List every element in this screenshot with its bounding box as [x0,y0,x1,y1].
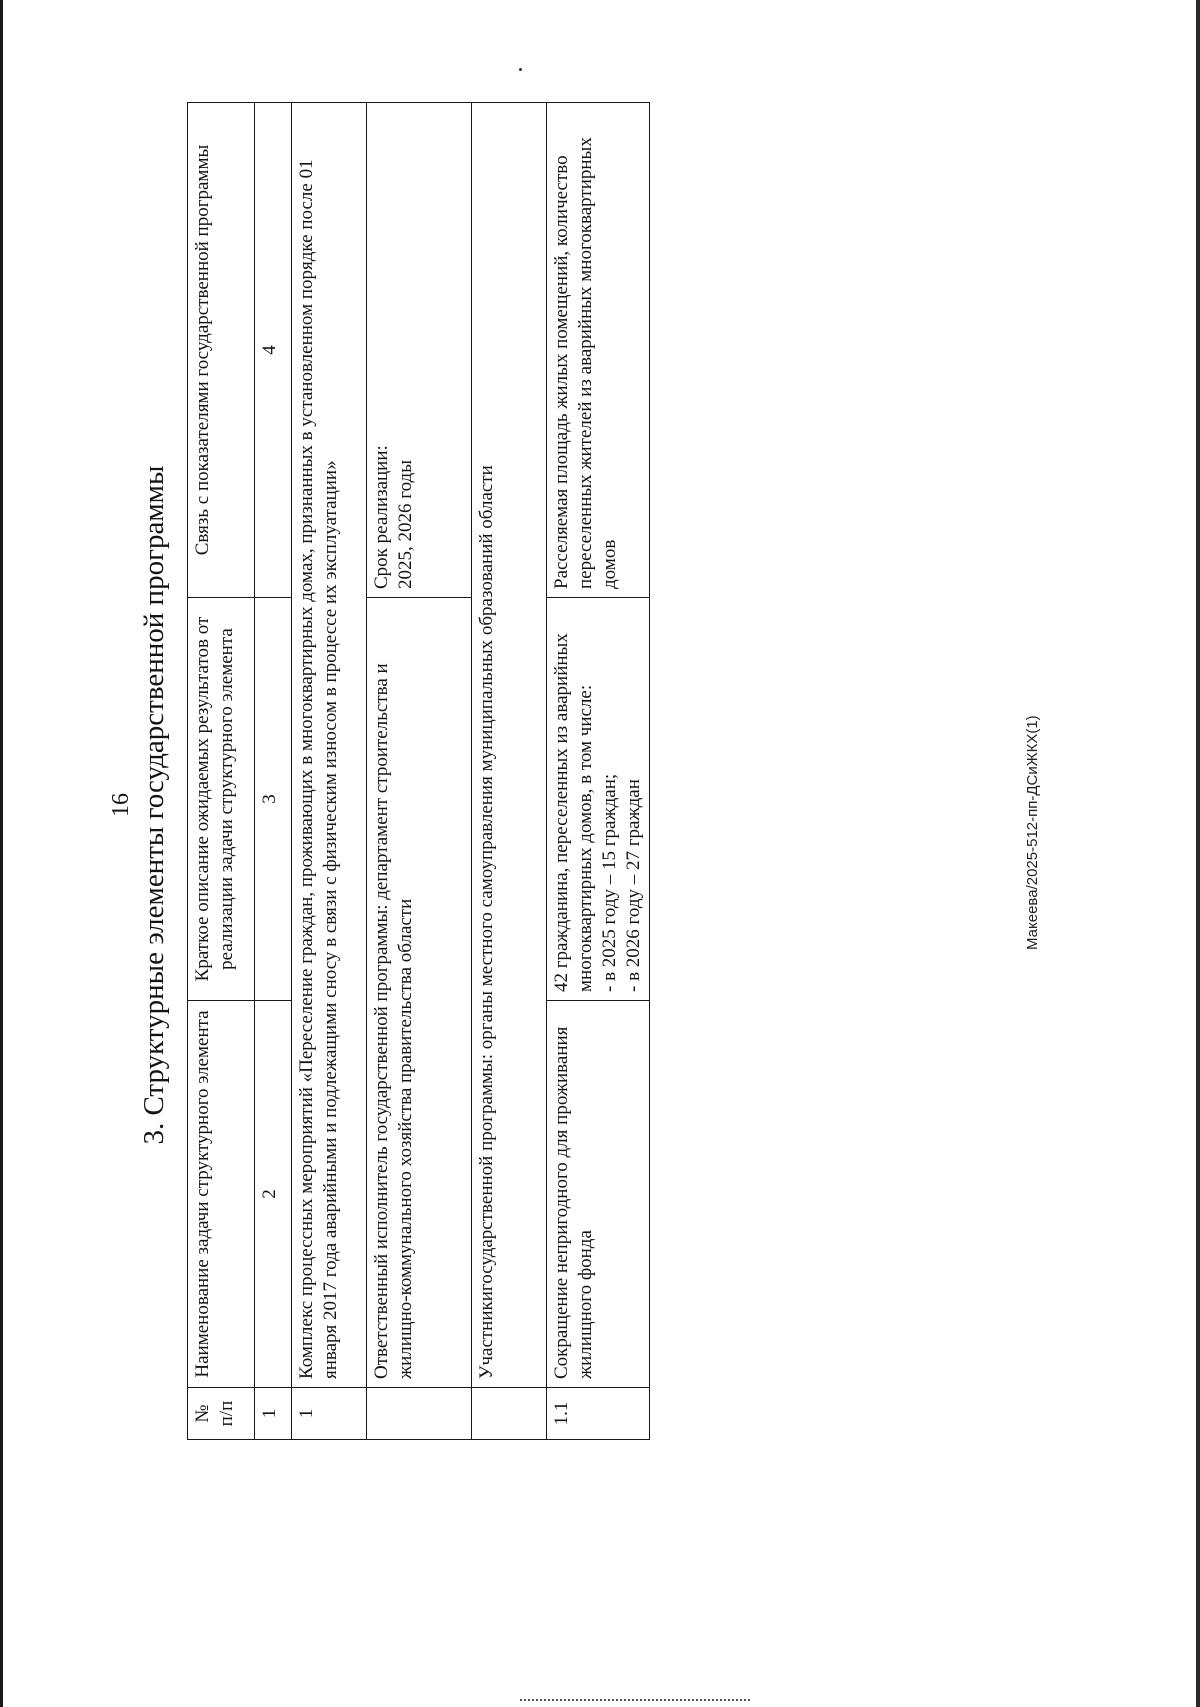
column-number: 4 [255,103,292,598]
participants-text: Участникигосударственной программы: органы местного самоуправления муниципальных образований области [472,103,547,1388]
page-number: 16 [108,793,134,817]
responsible-row [367,103,472,1440]
header-num: № п/п [188,1388,255,1440]
task-num: 1.1 [547,1388,650,1440]
header-task-name: Наименование задачи структурного элемента [188,1001,255,1388]
header-indicators: Связь с показателями государственной программы [188,103,255,598]
responsible-executor: Ответственный исполнитель государственной программы: департамент строительства и жилищно-коммунального хозяйства правительства области [367,598,472,1388]
scan-edge-right [1196,0,1200,1707]
column-number: 1 [255,1388,292,1440]
table-header-row [188,103,255,1440]
task-row [547,103,650,1440]
header-results: Краткое описание ожидаемых результатов от реализации задачи структурного элемента [188,598,255,1001]
participants-empty-cell [472,1388,547,1440]
complex-num: 1 [292,1388,367,1440]
responsible-empty-cell [367,1388,472,1440]
task-name: Сокращение непригодного для проживания жилищного фонда [547,1001,650,1388]
scan-bottom-mark [520,1699,750,1703]
complex-text: Комплекс процессных мероприятий «Переселение граждан, проживающих в многоквартирных домах, признанных в установленном порядке после 01 января 2017 года аварийными и подлежащими сносу в связи с физическим износом в процессе их эксплуатации» [292,103,367,1388]
complex-row [292,103,367,1440]
document-file-id: Макеева/2025-512-пп-ДСиЖКХ(1) [1024,715,1041,950]
column-number: 3 [255,598,292,1001]
task-result: 42 гражданина, переселенных из аварийных многоквартирных домов, в том числе: - в 2025 году – 15 граждан; - в 2026 году – 27 граждан [547,598,650,1001]
task-indicator-link: Расселяемая площадь жилых помещений, количество переселенных жителей из аварийных многоквартирных домов [547,103,650,598]
implementation-term: Срок реализации: 2025, 2026 годы [367,103,472,598]
section-title: 3. Структурные элементы государственной программы [138,465,170,1145]
structural-elements-table [187,102,650,1440]
column-number: 2 [255,1001,292,1388]
column-number-row [255,103,292,1440]
participants-row [472,103,547,1440]
